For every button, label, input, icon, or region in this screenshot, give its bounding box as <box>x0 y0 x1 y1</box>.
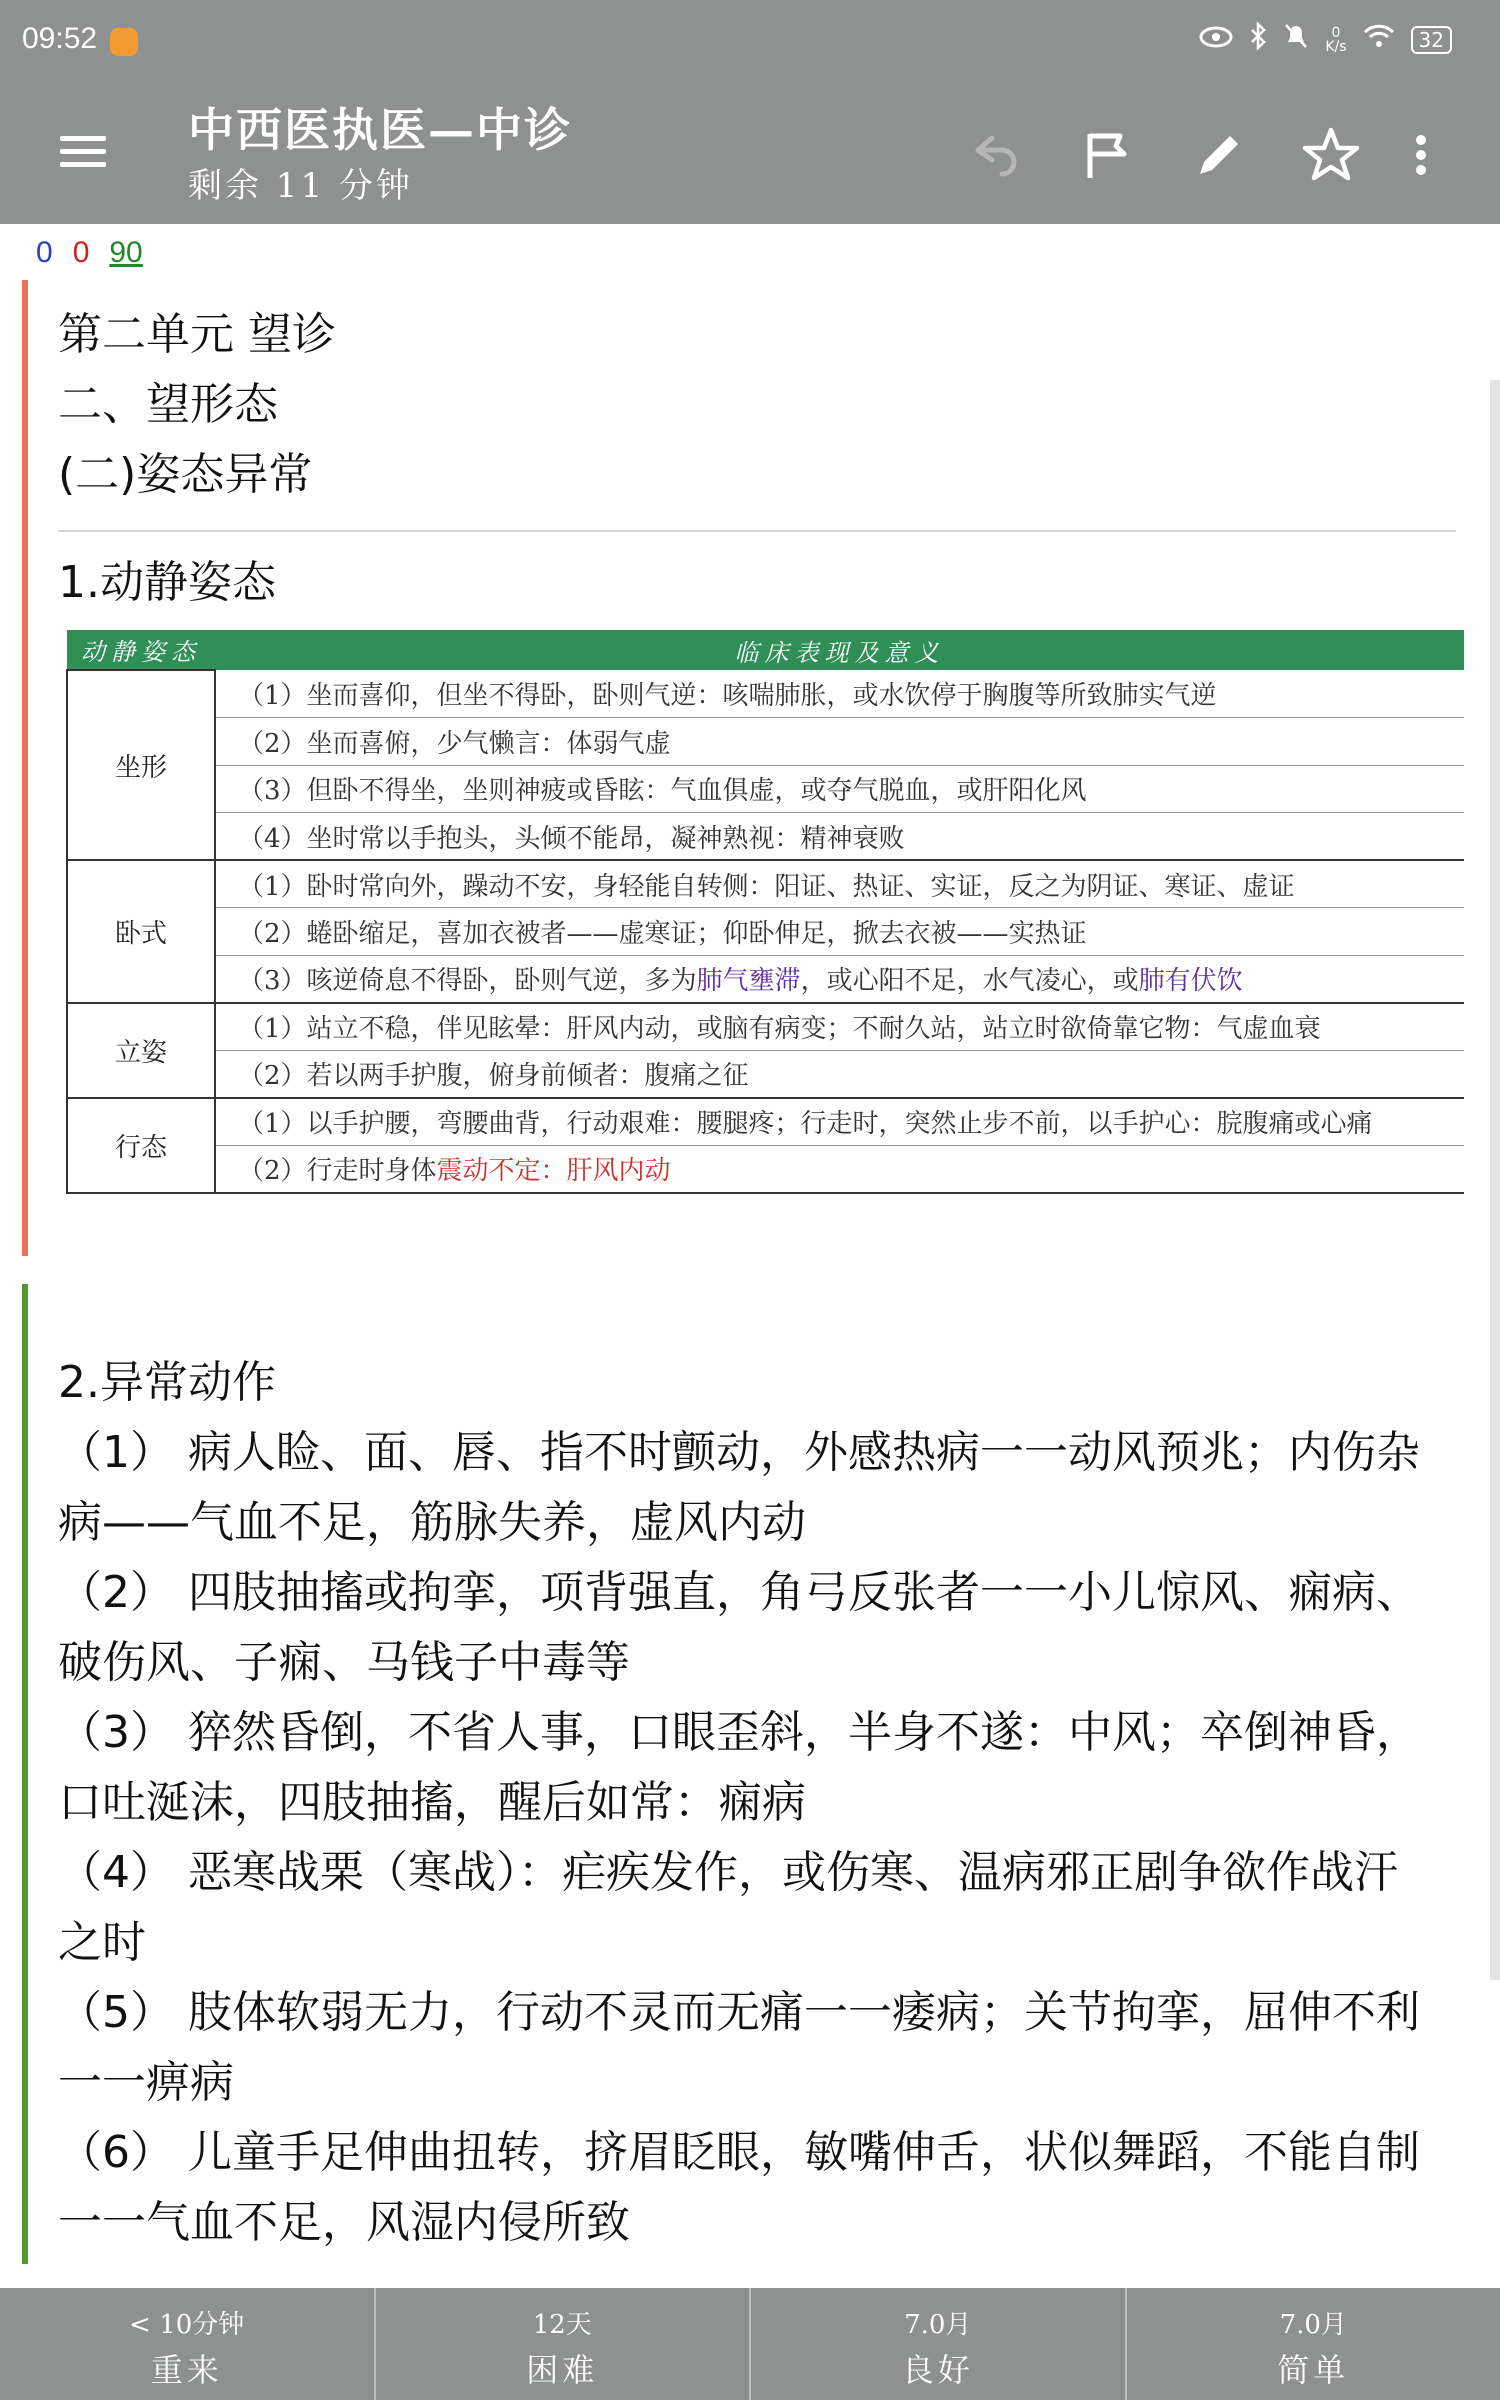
posture-table <box>66 630 1464 1194</box>
paragraph: （4） 恶寒战栗（寒战）：疟疾发作，或伤寒、温病邪正剧争欲作战汗之时 <box>58 1847 1398 1968</box>
table-row <box>67 1145 1464 1193</box>
table-cell: （2）若以两手护腹，俯身前倾者：腹痛之征 <box>215 1050 1464 1098</box>
category-standing: 立姿 <box>67 1003 215 1098</box>
battery-icon: 32 <box>1411 26 1452 54</box>
category-sitting: 坐形 <box>67 670 215 860</box>
card-section-abnormal-movement <box>22 1284 1478 2264</box>
easy-label: 简单 <box>1277 2351 1350 2389</box>
pencil-icon[interactable] <box>1184 120 1254 190</box>
table-row <box>67 955 1464 1003</box>
category-walking: 行态 <box>67 1098 215 1193</box>
paragraph: （5） 肢体软弱无力，行动不灵而无痛一一痿病；关节拘挛，屈伸不利一一痹病 <box>58 1987 1420 2108</box>
category-lying: 卧式 <box>67 860 215 1003</box>
hard-button[interactable] <box>376 2288 752 2400</box>
topic-heading: (二)姿态异常 <box>58 449 313 500</box>
table-cell <box>215 955 1464 1003</box>
status-bar <box>0 0 1500 86</box>
table-row <box>67 860 1464 908</box>
bluetooth-icon <box>1249 22 1267 57</box>
easy-button[interactable] <box>1127 2288 1500 2400</box>
table-cell: （1）站立不稳，伴见眩晕：肝风内动，或脑有病变；不耐久站，站立时欲倚靠它物：气虚血衰 <box>215 1003 1464 1051</box>
table-header-left: 动静姿态 <box>67 630 215 670</box>
table-cell: （1）卧时常向外，躁动不安，身轻能自转侧：阳证、热证、实证，反之为阴证、寒证、虚证 <box>215 860 1464 908</box>
table-cell: （2）坐而喜俯，少气懒言：体弱气虚 <box>215 718 1464 766</box>
again-button[interactable] <box>0 2288 376 2400</box>
good-label: 良好 <box>901 2351 974 2389</box>
table-cell: （3）但卧不得坐，坐则神疲或昏眩：气血俱虚，或夺气脱血，或肝阳化风 <box>215 765 1464 813</box>
net-rate <box>1325 26 1346 54</box>
scrollbar[interactable] <box>1490 380 1500 1980</box>
counter-new: 0 <box>36 236 53 269</box>
table-row <box>67 670 1464 718</box>
highlight-text: 震动不定：肝风内动 <box>436 1156 671 1186</box>
menu-icon[interactable] <box>56 128 110 182</box>
flag-icon[interactable] <box>1072 120 1142 190</box>
paragraph: （3） 猝然昏倒，不省人事，口眼歪斜，半身不遂：中风；卒倒神昏，口吐涎沫，四肢抽搐，醒后如常：痫病 <box>58 1707 1420 1828</box>
card-section-posture <box>22 280 1478 1256</box>
table-cell: （1）坐而喜仰，但坐不得卧，卧则气逆：咳喘肺胀，或水饮停于胸腹等所致肺实气逆 <box>215 670 1464 718</box>
counter-learning: 0 <box>72 236 90 269</box>
hard-label: 困难 <box>526 2351 599 2389</box>
divider <box>58 530 1456 532</box>
eye-icon <box>1199 23 1233 56</box>
table-cell: （1）以手护腰，弯腰曲背，行动艰难：腰腿疼；行走时，突然止步不前，以手护心：脘腹痛或心痛 <box>215 1098 1464 1146</box>
review-counters <box>36 236 143 270</box>
table-cell: （2）蜷卧缩足，喜加衣被者——虚寒证；仰卧伸足，掀去衣被——实热证 <box>215 908 1464 956</box>
table-header-right: 临床表现及意义 <box>215 630 1464 670</box>
table-row <box>67 1003 1464 1051</box>
subheading-abnormal-movement: 2.异常动作 <box>58 1357 276 1408</box>
subheading-posture: 1.动静姿态 <box>58 557 276 608</box>
again-interval: < 10分钟 <box>129 2310 245 2340</box>
good-button[interactable] <box>751 2288 1127 2400</box>
app-notification-icon <box>110 28 138 56</box>
good-interval: 7.0月 <box>904 2310 972 2340</box>
net-rate-value: 0 <box>1331 24 1341 41</box>
table-cell: （4）坐时常以手抱头，头倾不能昂，凝神熟视：精神衰败 <box>215 813 1464 861</box>
table-row <box>67 1050 1464 1098</box>
highlight-text: 肺有伏饮 <box>1138 966 1243 996</box>
wifi-icon <box>1363 23 1395 56</box>
unit-heading: 第二单元 望诊 <box>58 309 336 360</box>
again-label: 重来 <box>150 2351 223 2389</box>
table-row <box>67 813 1464 861</box>
cell-text: （2）行走时身体 <box>238 1156 437 1186</box>
paragraph: （2） 四肢抽搐或拘挛，项背强直，角弓反张者一一小儿惊风、痫病、破伤风、子痫、马钱子中毒等 <box>58 1567 1420 1688</box>
hard-interval: 12天 <box>532 2310 592 2340</box>
star-icon[interactable] <box>1296 120 1366 190</box>
time-remaining: 剩余 11 分钟 <box>188 166 413 206</box>
paragraph: （1） 病人睑、面、唇、指不时颤动，外感热病一一动风预兆；内伤杂病——气血不足，筋脉失养，虚风内动 <box>58 1427 1420 1548</box>
table-header-row <box>67 630 1464 670</box>
easy-interval: 7.0月 <box>1279 2310 1347 2340</box>
cell-text: ，或心阳不足，水气凌心，或 <box>800 966 1139 996</box>
status-icons <box>1199 22 1452 57</box>
page-title: 中西医执医—中诊 <box>188 103 572 157</box>
answer-bar <box>0 2288 1500 2400</box>
table-row <box>67 1098 1464 1146</box>
undo-icon[interactable] <box>958 120 1028 190</box>
bell-off-icon <box>1283 22 1309 57</box>
paragraph: （6） 儿童手足伸曲扭转，挤眉眨眼，敏嘴伸舌，状似舞蹈，不能自制一一气血不足，风湿内侵所致 <box>58 2127 1420 2248</box>
net-rate-unit: K/s <box>1325 38 1347 55</box>
app-bar <box>0 86 1500 224</box>
table-row <box>67 718 1464 766</box>
highlight-text: 肺气壅滞 <box>696 966 801 996</box>
cell-text: （3）咳逆倚息不得卧，卧则气逆，多为 <box>238 966 697 996</box>
counter-review[interactable]: 90 <box>109 236 143 269</box>
chapter-heading: 二、望形态 <box>58 379 278 430</box>
status-time: 09:52 <box>22 22 98 55</box>
table-cell <box>215 1145 1464 1193</box>
table-row <box>67 765 1464 813</box>
more-vert-icon[interactable] <box>1396 120 1446 190</box>
table-row <box>67 908 1464 956</box>
